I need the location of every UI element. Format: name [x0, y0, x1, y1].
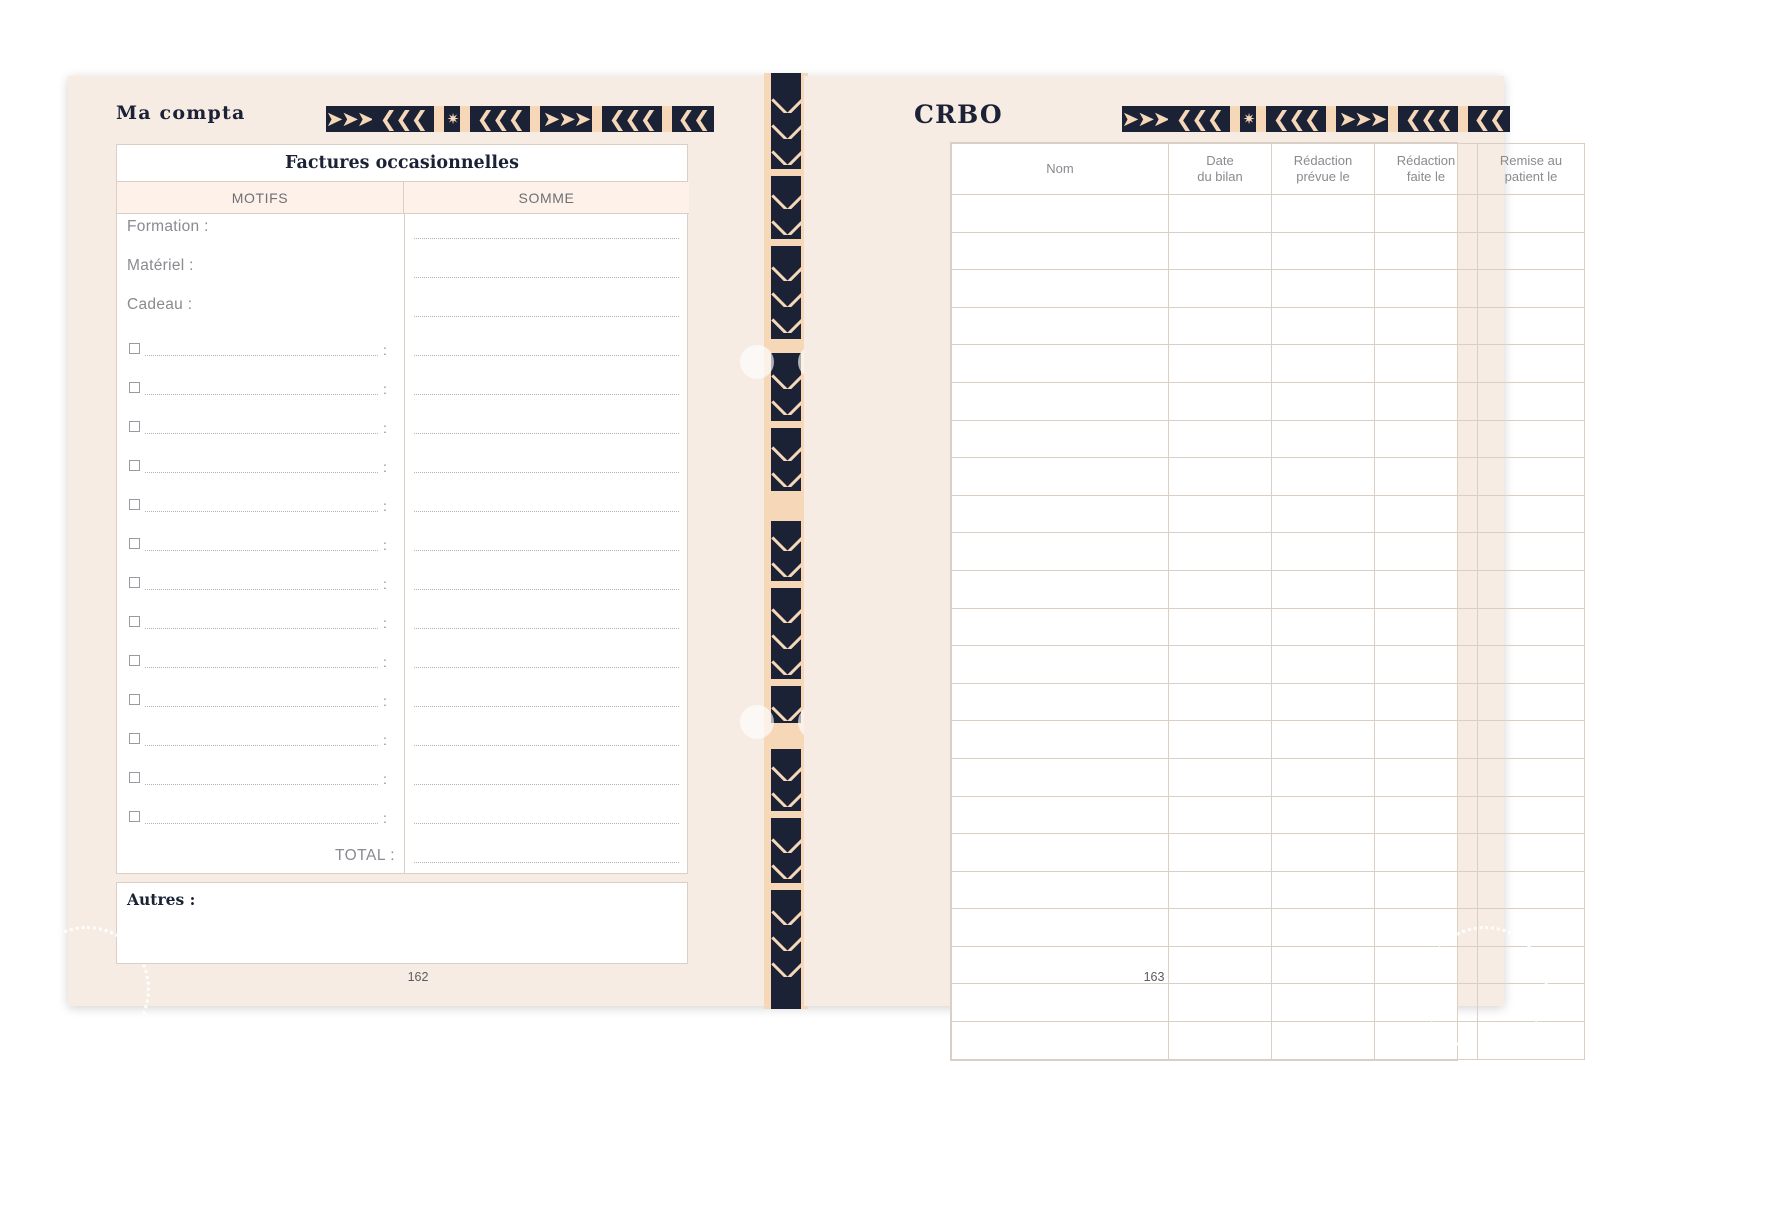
- table-cell[interactable]: [1169, 195, 1272, 233]
- table-cell[interactable]: [1169, 608, 1272, 646]
- table-cell[interactable]: [1375, 721, 1478, 759]
- amount-write-line[interactable]: [414, 823, 679, 824]
- row-colon: :: [383, 693, 387, 709]
- left-page: [68, 76, 768, 1006]
- table-cell[interactable]: [952, 195, 1169, 233]
- table-cell[interactable]: [1272, 458, 1375, 496]
- header-line-2: prévue le: [1296, 169, 1350, 184]
- table-cell[interactable]: [1478, 683, 1585, 721]
- amount-write-line[interactable]: [414, 316, 679, 317]
- spine-block: [771, 723, 801, 749]
- table-cell[interactable]: [1478, 232, 1585, 270]
- table-cell[interactable]: [1272, 420, 1375, 458]
- chevron-down-icon: [771, 551, 801, 577]
- table-cell[interactable]: [952, 495, 1169, 533]
- column-header-date-bilan: [1169, 144, 1272, 195]
- chevron-down-icon: [771, 623, 801, 649]
- table-row[interactable]: [952, 683, 1585, 721]
- chevron-down-icon: [771, 695, 801, 721]
- checkbox-icon[interactable]: [129, 772, 140, 783]
- chevron-down-icon: [771, 853, 801, 879]
- table-cell[interactable]: [1272, 1022, 1375, 1060]
- row-label: Matériel :: [127, 257, 194, 274]
- column-header-nom: [952, 144, 1169, 195]
- row-colon: :: [383, 537, 387, 553]
- checkbox-icon[interactable]: [129, 382, 140, 393]
- table-row[interactable]: [117, 292, 687, 331]
- chevron-down-icon: [771, 87, 801, 113]
- chevron-down-icon: [771, 307, 801, 333]
- table-cell[interactable]: [952, 608, 1169, 646]
- deco-segment: ❮❮❮: [1266, 106, 1326, 132]
- checkbox-icon[interactable]: [129, 499, 140, 510]
- right-page: [804, 76, 1563, 1006]
- chevron-down-icon: [771, 461, 801, 487]
- chevron-down-icon: [771, 183, 801, 209]
- table-cell[interactable]: [1478, 495, 1585, 533]
- chevron-down-icon: [771, 899, 801, 925]
- spine-band: [771, 811, 801, 818]
- table-row[interactable]: [117, 409, 687, 448]
- chevron-down-icon: [771, 925, 801, 951]
- table-cell[interactable]: [1375, 495, 1478, 533]
- amount-write-line[interactable]: [414, 355, 679, 356]
- table-cell[interactable]: [1375, 570, 1478, 608]
- amount-write-line[interactable]: [414, 394, 679, 395]
- header-line-1: Remise au: [1499, 152, 1563, 168]
- table-cell[interactable]: [1272, 195, 1375, 233]
- chevron-down-icon: [771, 781, 801, 807]
- spine-band: [771, 581, 801, 588]
- header-line-1: Date: [1206, 152, 1234, 168]
- chevron-down-icon: [771, 139, 801, 165]
- deco-segment: [662, 106, 672, 132]
- table-cell[interactable]: [1478, 270, 1585, 308]
- row-colon: :: [383, 576, 387, 592]
- table-cell[interactable]: [1169, 232, 1272, 270]
- table-row[interactable]: [952, 758, 1585, 796]
- spine-band: [771, 421, 801, 428]
- spine-band: [771, 169, 801, 176]
- deco-segment: [1388, 106, 1398, 132]
- chevron-down-icon: [771, 827, 801, 853]
- table-cell[interactable]: [1272, 533, 1375, 571]
- table-cell[interactable]: [1272, 871, 1375, 909]
- table-row[interactable]: [952, 270, 1585, 308]
- chevron-down-icon: [771, 255, 801, 281]
- total-label: TOTAL :: [334, 847, 395, 864]
- chevron-down-icon: [771, 281, 801, 307]
- factures-table: [116, 144, 688, 874]
- table-cell[interactable]: [1272, 232, 1375, 270]
- table-cell[interactable]: [952, 1022, 1169, 1060]
- table-cell[interactable]: [1272, 608, 1375, 646]
- row-colon: :: [383, 420, 387, 436]
- left-page-header: [68, 98, 768, 138]
- table-cell[interactable]: [952, 570, 1169, 608]
- deco-segment: [1256, 106, 1266, 132]
- motif-write-line[interactable]: [145, 667, 378, 668]
- row-colon: :: [383, 810, 387, 826]
- checkbox-icon[interactable]: [129, 538, 140, 549]
- table-cell[interactable]: [1375, 307, 1478, 345]
- table-row[interactable]: [117, 721, 687, 760]
- deco-segment: [530, 106, 540, 132]
- amount-write-line[interactable]: [414, 472, 679, 473]
- table-row[interactable]: [952, 382, 1585, 420]
- chevron-down-icon: [771, 649, 801, 675]
- notebook-spread: [68, 76, 1563, 1006]
- deco-segment: ➤➤➤: [1336, 106, 1388, 132]
- table-cell[interactable]: [1272, 758, 1375, 796]
- table-cell[interactable]: [1169, 683, 1272, 721]
- table-cell[interactable]: [952, 270, 1169, 308]
- table-cell[interactable]: [952, 871, 1169, 909]
- table-cell[interactable]: [1375, 270, 1478, 308]
- row-colon: :: [383, 459, 387, 475]
- row-colon: :: [383, 342, 387, 358]
- total-write-line[interactable]: [414, 862, 679, 863]
- amount-write-line[interactable]: [414, 511, 679, 512]
- table-cell[interactable]: [1478, 608, 1585, 646]
- table-row[interactable]: [117, 799, 687, 838]
- column-header-redaction-faite: [1375, 144, 1478, 195]
- deco-segment: ➤➤➤: [1122, 107, 1168, 131]
- motif-write-line[interactable]: [145, 355, 378, 356]
- table-row[interactable]: [117, 448, 687, 487]
- table-cell[interactable]: [1272, 345, 1375, 383]
- table-cell[interactable]: [1375, 533, 1478, 571]
- table-cell[interactable]: [1169, 646, 1272, 684]
- table-cell[interactable]: [952, 458, 1169, 496]
- table-cell[interactable]: [1272, 796, 1375, 834]
- table-cell[interactable]: [1169, 307, 1272, 345]
- spine-band: [771, 679, 801, 686]
- amount-write-line[interactable]: [414, 706, 679, 707]
- deco-segment: ❮❮❮: [1168, 106, 1230, 132]
- motif-write-line[interactable]: [145, 706, 378, 707]
- table-cell[interactable]: [1169, 796, 1272, 834]
- motif-write-line[interactable]: [145, 550, 378, 551]
- table-cell[interactable]: [1478, 871, 1585, 909]
- checkbox-icon[interactable]: [129, 811, 140, 822]
- factures-rows: [117, 214, 687, 873]
- chevron-down-icon: [771, 363, 801, 389]
- table-row[interactable]: [952, 420, 1585, 458]
- table-row[interactable]: [952, 570, 1585, 608]
- table-cell[interactable]: [1272, 495, 1375, 533]
- motif-write-line[interactable]: [145, 628, 378, 629]
- column-header-redaction-prevue: [1272, 144, 1375, 195]
- motif-write-line[interactable]: [145, 823, 378, 824]
- table-cell[interactable]: [1272, 270, 1375, 308]
- spine-band: [771, 883, 801, 890]
- table-cell[interactable]: [952, 721, 1169, 759]
- table-row[interactable]: [952, 834, 1585, 872]
- deco-segment: ❮❮❮: [602, 106, 662, 132]
- table-cell[interactable]: [1169, 871, 1272, 909]
- table-cell[interactable]: [1375, 420, 1478, 458]
- column-header-remise-patient: [1478, 144, 1585, 195]
- amount-write-line[interactable]: [414, 589, 679, 590]
- amount-write-line[interactable]: [414, 628, 679, 629]
- table-cell[interactable]: [1169, 1022, 1272, 1060]
- deco-segment: [1230, 106, 1240, 132]
- deco-segment: [1326, 106, 1336, 132]
- binding-hole: [740, 705, 774, 739]
- table-cell[interactable]: [1375, 232, 1478, 270]
- checkbox-icon[interactable]: [129, 343, 140, 354]
- table-cell[interactable]: [1169, 758, 1272, 796]
- deco-segment: [434, 106, 444, 132]
- row-colon: :: [383, 498, 387, 514]
- table-cell[interactable]: [1478, 570, 1585, 608]
- header-line-2: du bilan: [1197, 169, 1243, 184]
- amount-write-line[interactable]: [414, 667, 679, 668]
- table-cell[interactable]: [952, 984, 1169, 1022]
- deco-segment: ➤➤➤: [540, 106, 592, 132]
- table-cell[interactable]: [1169, 458, 1272, 496]
- deco-segment: [592, 106, 602, 132]
- table-cell[interactable]: [1169, 834, 1272, 872]
- table-row[interactable]: [952, 608, 1585, 646]
- table-cell[interactable]: [1272, 307, 1375, 345]
- decorative-band-left: [326, 106, 714, 132]
- table-row[interactable]: [117, 487, 687, 526]
- chevron-down-icon: [771, 525, 801, 551]
- table-cell[interactable]: [1272, 984, 1375, 1022]
- header-line-2: patient le: [1504, 169, 1558, 184]
- table-cell[interactable]: [1375, 834, 1478, 872]
- table-row[interactable]: [952, 232, 1585, 270]
- table-cell[interactable]: [952, 307, 1169, 345]
- page-number-left: 162: [407, 970, 429, 984]
- row-label: Formation :: [127, 218, 209, 235]
- table-row[interactable]: [952, 345, 1585, 383]
- table-cell[interactable]: [1478, 533, 1585, 571]
- corner-decor-right: [1422, 926, 1548, 1052]
- amount-write-line[interactable]: [414, 277, 679, 278]
- chevron-down-icon: [771, 755, 801, 781]
- table-row[interactable]: [952, 796, 1585, 834]
- row-colon: :: [383, 381, 387, 397]
- row-colon: :: [383, 771, 387, 787]
- table-cell[interactable]: [1478, 345, 1585, 383]
- deco-segment: ➤➤➤: [326, 107, 372, 131]
- binding-hole: [740, 345, 774, 379]
- table-row[interactable]: [952, 533, 1585, 571]
- table-cell[interactable]: [1478, 796, 1585, 834]
- table-cell[interactable]: [1272, 683, 1375, 721]
- table-cell[interactable]: [952, 796, 1169, 834]
- table-cell[interactable]: [952, 834, 1169, 872]
- table-cell[interactable]: [1375, 871, 1478, 909]
- table-cell[interactable]: [1478, 646, 1585, 684]
- table-cell[interactable]: [952, 533, 1169, 571]
- table-row[interactable]: [952, 721, 1585, 759]
- table-cell[interactable]: [1169, 533, 1272, 571]
- checkbox-icon[interactable]: [129, 616, 140, 627]
- motif-write-line[interactable]: [145, 472, 378, 473]
- table-cell[interactable]: [1478, 382, 1585, 420]
- amount-write-line[interactable]: [414, 784, 679, 785]
- spine-band: [771, 239, 801, 246]
- deco-segment: ❮❮❮: [372, 106, 434, 132]
- page-title-ma-compta: Ma compta: [116, 102, 246, 124]
- header-line-1: Nom: [1046, 160, 1074, 176]
- table-cell[interactable]: [1478, 834, 1585, 872]
- motif-write-line[interactable]: [145, 784, 378, 785]
- chevron-down-icon: [771, 209, 801, 235]
- corner-decor-left: [24, 926, 150, 1052]
- table-cell[interactable]: [1375, 646, 1478, 684]
- table-row[interactable]: [117, 760, 687, 799]
- checkbox-icon[interactable]: [129, 577, 140, 588]
- chevron-down-icon: [771, 597, 801, 623]
- amount-write-line[interactable]: [414, 238, 679, 239]
- chevron-down-icon: [771, 113, 801, 139]
- table-cell[interactable]: [1169, 420, 1272, 458]
- page-number-right: 163: [1143, 970, 1165, 984]
- row-colon: :: [383, 732, 387, 748]
- table-cell[interactable]: [952, 420, 1169, 458]
- table-cell[interactable]: [1375, 345, 1478, 383]
- total-row[interactable]: [117, 838, 687, 873]
- page-title-crbo: CRBO: [914, 100, 1003, 129]
- table-row[interactable]: [117, 370, 687, 409]
- table-cell[interactable]: [1375, 683, 1478, 721]
- table-cell[interactable]: [1478, 458, 1585, 496]
- table-cell[interactable]: [1375, 796, 1478, 834]
- table-row[interactable]: [117, 526, 687, 565]
- table-cell[interactable]: [952, 909, 1169, 947]
- motif-write-line[interactable]: [145, 394, 378, 395]
- amount-write-line[interactable]: [414, 745, 679, 746]
- row-colon: :: [383, 615, 387, 631]
- table-cell[interactable]: [1272, 570, 1375, 608]
- deco-segment: ❮❮❮: [470, 106, 530, 132]
- table-row[interactable]: [952, 495, 1585, 533]
- table-row[interactable]: [117, 682, 687, 721]
- amount-write-line[interactable]: [414, 550, 679, 551]
- decorative-band-right: [1122, 106, 1514, 132]
- table-cell[interactable]: [952, 382, 1169, 420]
- table-row[interactable]: [117, 565, 687, 604]
- table-row[interactable]: [952, 458, 1585, 496]
- table-row[interactable]: [117, 253, 687, 292]
- header-line-2: faite le: [1406, 169, 1446, 184]
- table-cell[interactable]: [1272, 721, 1375, 759]
- autres-label: Autres :: [127, 890, 196, 909]
- table-cell[interactable]: [1478, 758, 1585, 796]
- checkbox-icon[interactable]: [129, 655, 140, 666]
- row-colon: :: [383, 654, 387, 670]
- motif-write-line[interactable]: [145, 433, 378, 434]
- table-row[interactable]: [952, 646, 1585, 684]
- table-cell[interactable]: [1375, 458, 1478, 496]
- autres-box[interactable]: [116, 882, 688, 964]
- table-cell[interactable]: [1272, 646, 1375, 684]
- spine-block: [771, 491, 801, 521]
- checkbox-icon[interactable]: [129, 694, 140, 705]
- table-cell[interactable]: [1169, 382, 1272, 420]
- right-page-header: [804, 98, 1504, 138]
- column-header-motifs: MOTIFS: [117, 182, 404, 214]
- chevron-down-icon: [771, 435, 801, 461]
- table-cell[interactable]: [1272, 909, 1375, 947]
- header-line-1: Rédaction: [1293, 152, 1353, 168]
- table-cell[interactable]: [1169, 909, 1272, 947]
- crbo-table: [950, 142, 1563, 1061]
- table-cell[interactable]: [1169, 984, 1272, 1022]
- deco-segment: ❮❮: [1468, 106, 1510, 132]
- deco-segment: [460, 106, 470, 132]
- chevron-down-icon: [771, 951, 801, 977]
- table-cell[interactable]: [1375, 195, 1478, 233]
- table-row[interactable]: [117, 604, 687, 643]
- checkbox-icon[interactable]: [129, 460, 140, 471]
- deco-segment: ✷: [1240, 106, 1256, 132]
- table-cell[interactable]: [952, 345, 1169, 383]
- table-cell[interactable]: [1478, 195, 1585, 233]
- table-cell[interactable]: [1478, 420, 1585, 458]
- table-row[interactable]: [952, 195, 1585, 233]
- table-header-row: [952, 144, 1585, 195]
- deco-segment: [1458, 106, 1468, 132]
- notebook-spine: [764, 73, 808, 1009]
- table-cell[interactable]: [1169, 495, 1272, 533]
- deco-segment: ❮❮❮: [1398, 106, 1458, 132]
- chevron-down-icon: [771, 389, 801, 415]
- table-cell[interactable]: [952, 232, 1169, 270]
- deco-segment: ❮❮: [672, 106, 714, 132]
- motif-write-line[interactable]: [145, 511, 378, 512]
- amount-write-line[interactable]: [414, 433, 679, 434]
- table-cell[interactable]: [1478, 307, 1585, 345]
- table-cell[interactable]: [1478, 721, 1585, 759]
- table-cell[interactable]: [1272, 382, 1375, 420]
- table-cell[interactable]: [1169, 345, 1272, 383]
- table-cell[interactable]: [952, 683, 1169, 721]
- checkbox-icon[interactable]: [129, 421, 140, 432]
- table-cell[interactable]: [1169, 270, 1272, 308]
- factures-title: Factures occasionnelles: [117, 145, 687, 182]
- table-cell[interactable]: [1375, 608, 1478, 646]
- table-row[interactable]: [117, 214, 687, 253]
- row-label: Cadeau :: [127, 296, 193, 313]
- table-cell[interactable]: [952, 646, 1169, 684]
- table-cell[interactable]: [1169, 570, 1272, 608]
- deco-segment: ✷: [444, 106, 460, 132]
- motif-write-line[interactable]: [145, 745, 378, 746]
- table-row[interactable]: [952, 307, 1585, 345]
- table-row[interactable]: [952, 871, 1585, 909]
- table-row[interactable]: [117, 643, 687, 682]
- table-row[interactable]: [117, 331, 687, 370]
- table-cell[interactable]: [1375, 382, 1478, 420]
- table-cell[interactable]: [1169, 721, 1272, 759]
- spine-block: [771, 339, 801, 353]
- table-cell[interactable]: [952, 758, 1169, 796]
- header-line-1: Rédaction: [1396, 152, 1456, 168]
- motif-write-line[interactable]: [145, 589, 378, 590]
- column-header-somme: SOMME: [404, 182, 689, 214]
- table-cell[interactable]: [1272, 834, 1375, 872]
- checkbox-icon[interactable]: [129, 733, 140, 744]
- table-cell[interactable]: [1375, 758, 1478, 796]
